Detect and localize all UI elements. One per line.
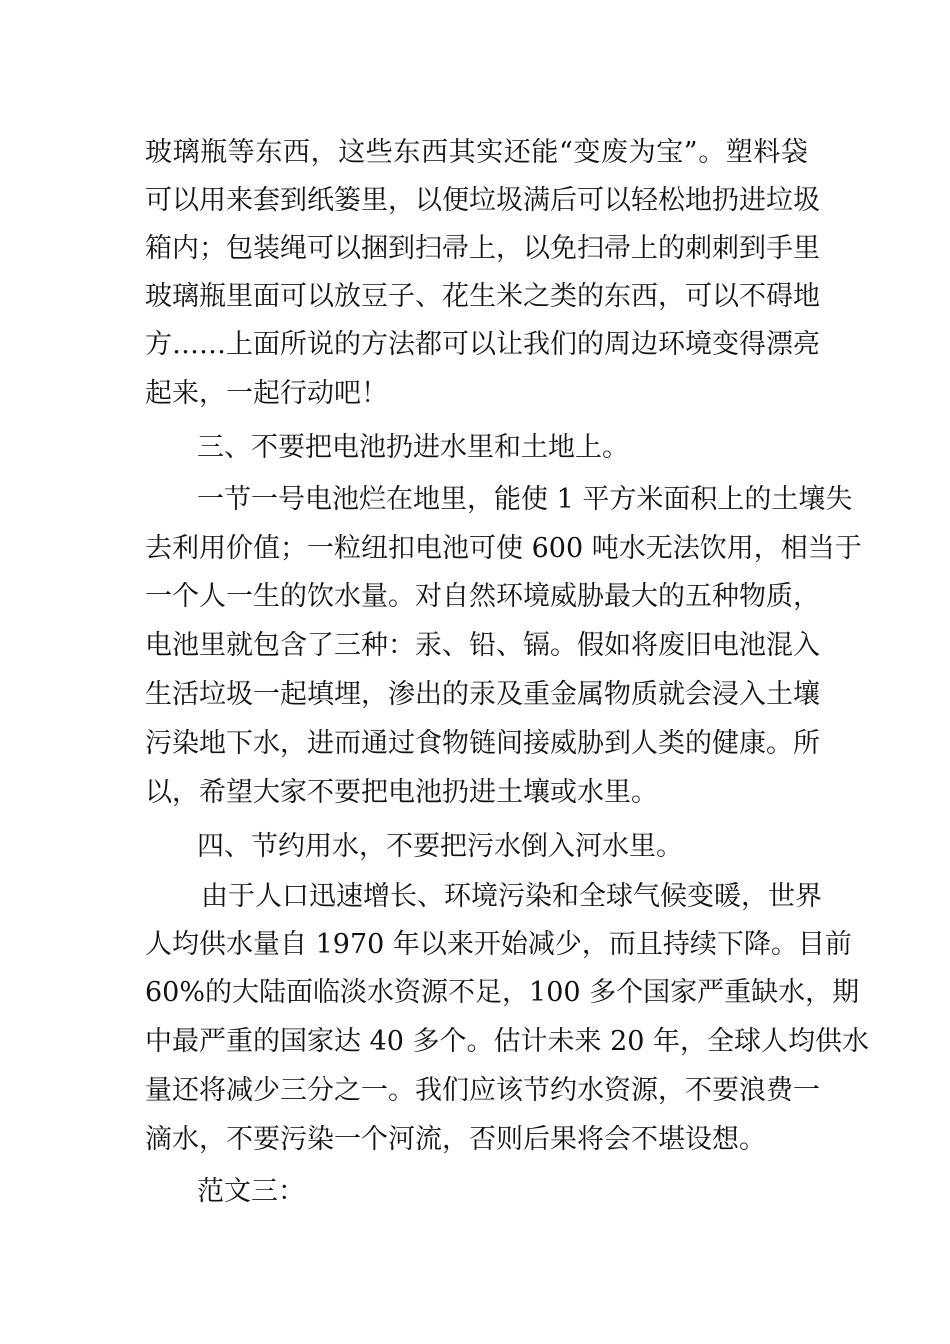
text-line: 一个人一生的饮水量。对自然环境威胁最大的五种物质， — [145, 581, 820, 612]
text-line: 方……上面所说的方法都可以让我们的周边环境变得漂亮 — [145, 329, 820, 360]
text-line: 箱内；包装绳可以捆到扫帚上，以免扫帚上的刺刺到手里 — [145, 233, 820, 264]
text-line: 中最严重的国家达 40 多个。估计未来 20 年，全球人均供水 — [145, 1026, 870, 1057]
text-line: 一节一号电池烂在地里，能使 1 平方米面积上的土壤失 — [197, 484, 853, 515]
text-line: 玻璃瓶里面可以放豆子、花生米之类的东西，可以不碍地 — [145, 281, 820, 312]
text-line: 玻璃瓶等东西，这些东西其实还能“变废为宝”。塑料袋 — [145, 137, 808, 168]
text-line: 可以用来套到纸篓里，以便垃圾满后可以轻松地扔进垃圾 — [145, 185, 820, 216]
section-heading: 范文三： — [197, 1176, 305, 1207]
text-line: 起来，一起行动吧！ — [145, 378, 388, 409]
text-line: 电池里就包含了三种：汞、铅、镉。假如将废旧电池混入 — [145, 630, 820, 661]
text-line: 60%的大陆面临淡水资源不足，100 多个国家严重缺水，期 — [145, 977, 860, 1008]
text-line: 人均供水量自 1970 年以来开始减少，而且持续下降。目前 — [145, 929, 852, 960]
section-heading: 三、不要把电池扔进水里和土地上。 — [197, 432, 629, 463]
text-line: 去利用价值；一粒纽扣电池可使 600 吨水无法饮用，相当于 — [145, 533, 862, 564]
text-line: 量还将减少三分之一。我们应该节约水资源，不要浪费一 — [145, 1075, 820, 1106]
section-heading: 四、节约用水，不要把污水倒入河水里。 — [197, 831, 683, 862]
text-line: 以，希望大家不要把电池扔进土壤或水里。 — [145, 777, 658, 808]
text-line: 由于人口迅速增长、环境污染和全球气候变暖，世界 — [201, 881, 822, 912]
text-line: 污染地下水，进而通过食物链间接威胁到人类的健康。所 — [145, 728, 820, 759]
text-line: 滴水，不要污染一个河流，否则后果将会不堪设想。 — [145, 1124, 766, 1155]
text-line: 生活垃圾一起填埋，渗出的汞及重金属物质就会浸入土壤 — [145, 679, 820, 710]
